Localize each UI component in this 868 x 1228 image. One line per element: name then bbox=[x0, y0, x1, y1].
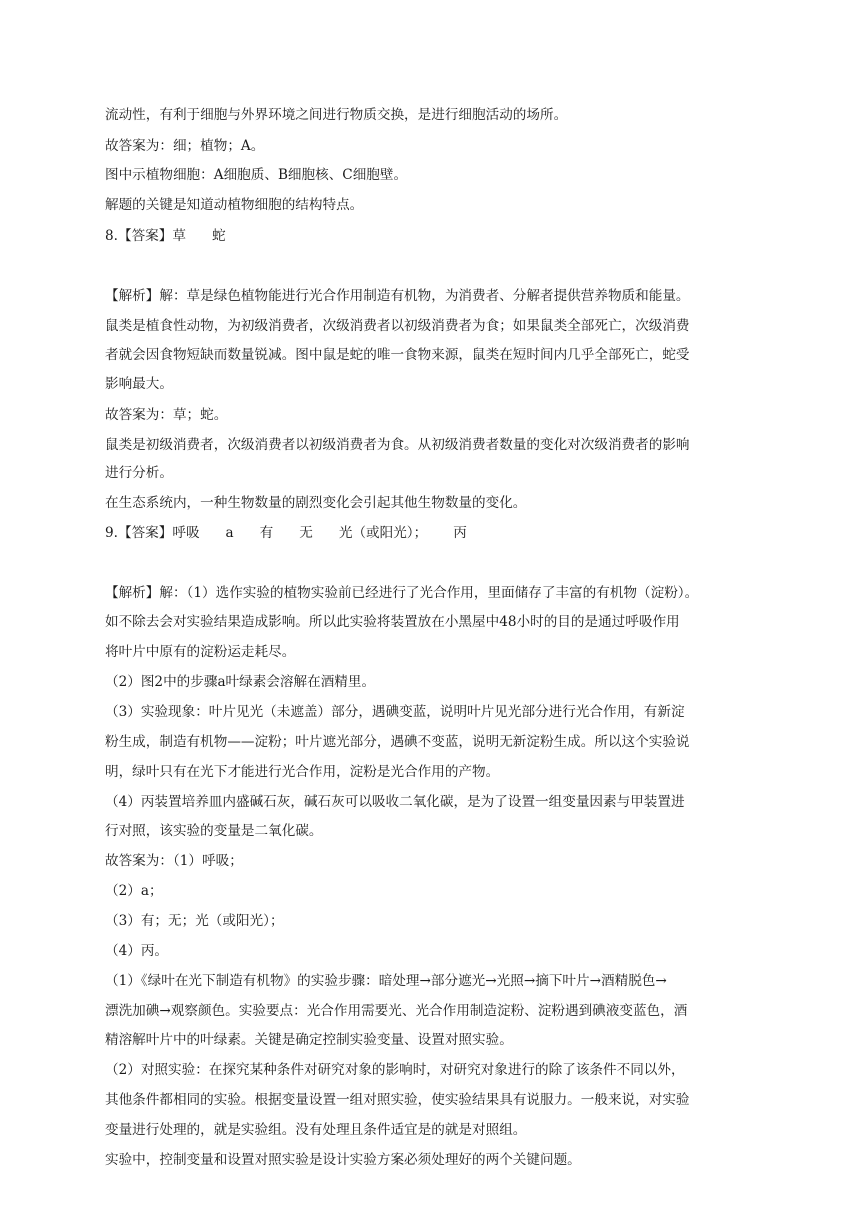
answer-9-part: 有 bbox=[259, 525, 274, 541]
text-line: 将叶片中原有的淀粉运走耗尽。 bbox=[105, 644, 296, 660]
text-line: 故答案为：草；蛇。 bbox=[105, 407, 228, 423]
text-line: 解题的关键是知道动植物细胞的结构特点。 bbox=[105, 197, 364, 213]
answer-9-part: 光（或阳光）； bbox=[338, 525, 428, 541]
text-line: 进行分析。 bbox=[105, 465, 173, 481]
text-line: 流动性，有利于细胞与外界环境之间进行物质交换，是进行细胞活动的场所。 bbox=[105, 107, 568, 123]
answer-9-part: 丙 bbox=[453, 525, 467, 541]
answer-8-line bbox=[105, 227, 226, 245]
text-line: （2）对照实验：在探究某种条件对研究对象的影响时，对研究对象进行的除了该条件不同以外， bbox=[105, 1062, 685, 1078]
text-line: （3）实验现象：叶片见光（未遮盖）部分，遇碘变蓝，说明叶片见光部分进行光合作用，有新淀 bbox=[105, 704, 685, 720]
answer-8-label: 8.【答案】 bbox=[105, 228, 173, 244]
answer-8-part: 蛇 bbox=[211, 228, 226, 244]
text-line: 精溶解叶片中的叶绿素。关键是确定控制实验变量、设置对照实验。 bbox=[105, 1032, 513, 1048]
answer-9-part: 呼吸 bbox=[172, 525, 200, 541]
text-line: 实验中，控制变量和设置对照实验是设计实验方案必须处理好的两个关键问题。 bbox=[105, 1152, 581, 1168]
text-line: （3）有；无；光（或阳光）； bbox=[105, 913, 284, 929]
text-line: （2）a； bbox=[105, 883, 163, 899]
text-line: （4）丙。 bbox=[105, 943, 169, 959]
answer-8-part: 草 bbox=[172, 228, 186, 244]
answer-9-label: 9.【答案】 bbox=[105, 525, 173, 541]
text-line: 故答案为：细；植物；A。 bbox=[105, 138, 265, 154]
text-line: 图中示植物细胞：A细胞质、B细胞核、C细胞壁。 bbox=[105, 167, 408, 183]
text-line: 行对照，该实验的变量是二氧化碳。 bbox=[105, 823, 323, 839]
text-line: 粉生成，制造有机物——淀粉；叶片遮光部分，遇碘不变蓝，说明无新淀粉生成。所以这个实验说 bbox=[105, 734, 690, 750]
text-line: 鼠类是植食性动物，为初级消费者，次级消费者以初级消费者为食；如果鼠类全部死亡，次级消费 bbox=[105, 318, 690, 334]
text-line: 漂洗加碘→观察颜色。实验要点：光合作用需要光、光合作用制造淀粉、淀粉遇到碘液变蓝色，酒 bbox=[105, 1003, 688, 1019]
text-line: 者就会因食物短缺而数量锐减。图中鼠是蛇的唯一食物来源，鼠类在短时间内几乎全部死亡，蛇受 bbox=[105, 347, 690, 363]
answer-9-part: 无 bbox=[299, 525, 313, 541]
text-line: 变量进行处理的，就是实验组。没有处理且条件适宜是的就是对照组。 bbox=[105, 1122, 527, 1138]
answer-9-part: a bbox=[225, 525, 234, 541]
text-line: 明，绿叶只有在光下才能进行光合作用，淀粉是光合作用的产物。 bbox=[105, 764, 500, 780]
text-line: 如不除去会对实验结果造成影响。所以此实验将装置放在小黑屋中48小时的目的是通过呼吸作用 bbox=[105, 614, 680, 630]
text-line: 【解析】解：草是绿色植物能进行光合作用制造有机物，为消费者、分解者提供营养物质和能量。 bbox=[105, 288, 690, 304]
answer-9-line bbox=[105, 524, 467, 542]
text-line: （4）丙装置培养皿内盛碱石灰，碱石灰可以吸收二氧化碳，是为了设置一组变量因素与甲装置进 bbox=[105, 794, 685, 810]
text-line: （2）图2中的步骤a叶绿素会溶解在酒精里。 bbox=[105, 674, 376, 690]
text-line: 【解析】解：（1）选作实验的植物实验前已经进行了光合作用，里面储存了丰富的有机物（淀粉）。 bbox=[105, 585, 699, 601]
text-line: 影响最大。 bbox=[105, 376, 173, 392]
text-line: 其他条件都相同的实验。根据变量设置一组对照实验，使实验结果具有说服力。一般来说，对实验 bbox=[105, 1092, 690, 1108]
text-line: 鼠类是初级消费者，次级消费者以初级消费者为食。从初级消费者数量的变化对次级消费者的影响 bbox=[105, 437, 690, 453]
text-line: （1）《绿叶在光下制造有机物》的实验步骤：暗处理→部分遮光→光照→摘下叶片→酒精脱色→ bbox=[105, 973, 667, 989]
text-line: 故答案为：（1）呼吸； bbox=[105, 853, 243, 869]
text-line: 在生态系统内，一种生物数量的剧烈变化会引起其他生物数量的变化。 bbox=[105, 495, 527, 511]
